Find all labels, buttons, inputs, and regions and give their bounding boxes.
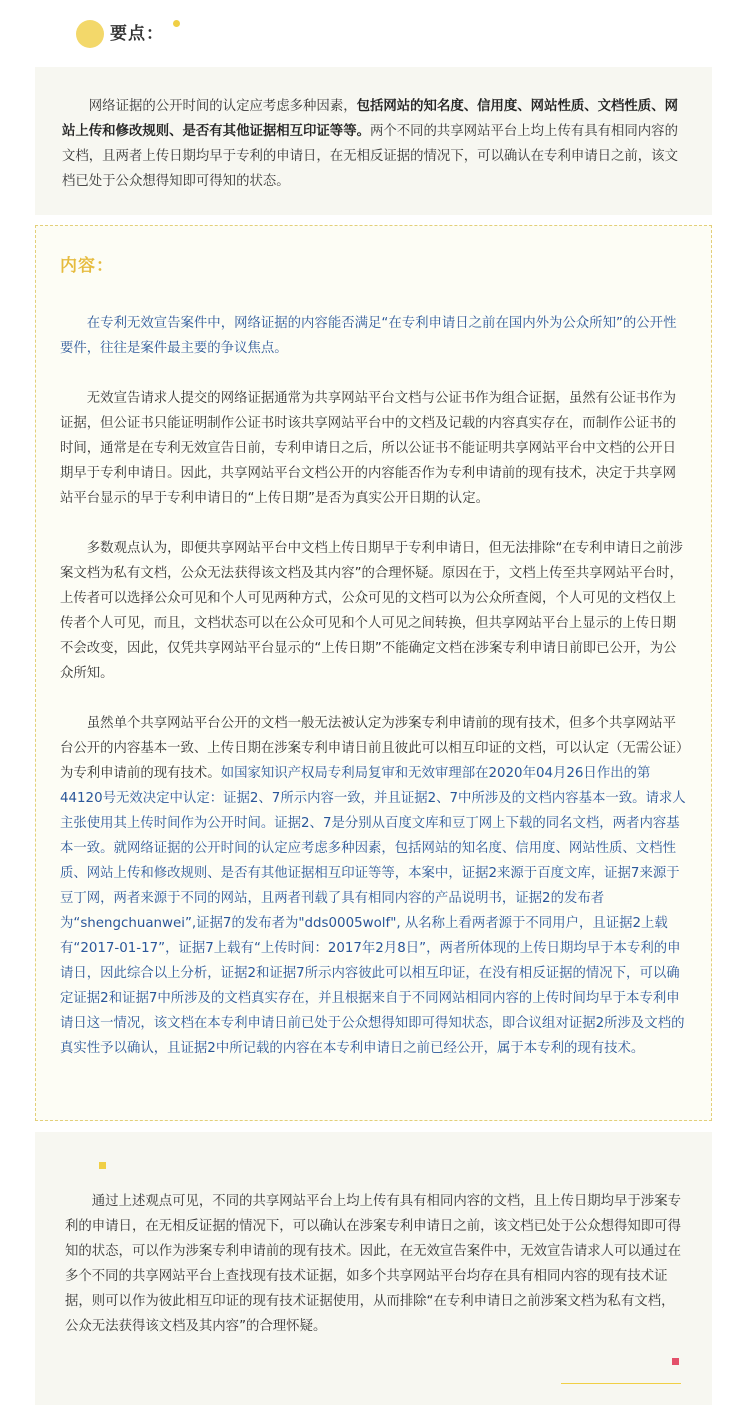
summary-lead: 网络证据的公开时间的认定应考虑多种因素， (88, 99, 357, 114)
conclusion-paragraph: 通过上述观点可见，不同的共享网站平台上均上传有具有相同内容的文档，且上传日期均早于涉案专利的申请日，在无相反证据的情况下，可以确认在涉案专利申请日之前，该文档已处于公众想得知即可得知的状态，可以作为涉案专利申请前的现有技术。因此，在无效宣告案件中，无效宣告请求人可以通过在多个不同的共享网站平台上查找现有技术证据，如多个共享网站平台均存在具有相同内容的现有技术证据，则可以作为彼此相互印证的现有技术证据使用，从而排除“在专利申请日之前涉案文档为私有文档，公众无法获得该文档及其内容”的合理怀疑。 (65, 1194, 681, 1334)
content-paragraph-2: 无效宣告请求人提交的网络证据通常为共享网站平台文档与公证书作为组合证据，虽然有公证书作为证据，但公证书只能证明制作公证书时该共享网站平台中的文档及记载的内容真实存在，而制作公证书的时间，通常是在专利无效宣告日前，专利申请日之后，所以公证书不能证明共享网站平台中文档的公开日期早于专利申请日。因此，共享网站平台文档公开的内容能否作为专利申请前的现有技术，决定于共享网站平台显示的早于专利申请日的“上传日期”是否为真实公开日期的认定。 (60, 391, 676, 506)
decor-circle-large (76, 20, 104, 48)
content-box (35, 225, 712, 1121)
decor-circle-small (173, 20, 180, 27)
section-header (0, 0, 738, 64)
summary-bold: 包括网站的知名度、信用度、网站性质、文档性质、网站上传和修改规则、是否有其他证据相互印证等等。 (62, 99, 678, 139)
conclusion-box (35, 1132, 712, 1405)
content-paragraph-4-black: 虽然单个共享网站平台公开的文档一般无法被认定为涉案专利申请前的现有技术，但多个共享网站平台公开的内容基本一致、上传日期在涉案专利申请日前且彼此可以相互印证的文档，可以认定（无需公证）为专利申请前的现有技术。 (60, 716, 683, 781)
summary-box (35, 67, 712, 215)
summary-rest: 两个不同的共享网站平台上均上传有具有相同内容的文档，且两者上传日期均早于专利的申请日，在无相反证据的情况下，可以确认在专利申请日之前，该文档已处于公众想得知即可得知的状态。 (62, 124, 678, 189)
summary-paragraph (62, 94, 682, 194)
decor-line (561, 1383, 681, 1384)
decor-square-pink (672, 1358, 679, 1365)
header-title: 要点： (110, 24, 164, 44)
content-paragraph-3: 多数观点认为，即便共享网站平台中文档上传日期早于专利申请日，但无法排除“在专利申请日之前涉案文档为私有文档，公众无法获得该文档及其内容”的合理怀疑。原因在于，文档上传至共享网站平台时，上传者可以选择公众可见和个人可见两种方式，公众可见的文档可以为公众所查阅，个人可见的文档仅上传者个人可见，而且，文档状态可以在公众可见和个人可见之间转换，但共享网站平台上显示的上传日期不会改变，因此，仅凭共享网站平台显示的“上传日期”不能确定文档在涉案专利申请日前即已公开，为公众所知。 (60, 541, 683, 681)
content-title: 内容： (60, 256, 114, 276)
content-paragraph-1: 在专利无效宣告案件中，网络证据的内容能否满足“在专利申请日之前在国内外为公众所知”的公开性要件，往往是案件最主要的争议焦点。 (60, 316, 677, 356)
content-paragraph-4 (60, 711, 687, 1061)
content-paragraph-4-blue: 如国家知识产权局专利局复审和无效审理部在2020年04月26日作出的第44120号无效决定中认定：证据2、7所示内容一致，并且证据2、7中所涉及的文档内容基本一致。请求人主张使用其上传时间作为公开时间。证据2、7是分别从百度文库和豆丁网上下载的同名文档，两者内容基本一致。就网络证据的公开时间的认定应考虑多种因素，包括网站的知名度、信用度、网站性质、文档性质、网站上传和修改规则、是否有其他证据相互印证等等，本案中，证据2来源于百度文库，证据7来源于豆丁网，两者来源于不同的网站，且两者刊载了具有相同内容的产品说明书，证据2的发布者为“shengchuanwei”,证据7的发布者为"dds0005wolf", 从名称上看两者源于不同用户，且证据2上载有“2017-01-17”，证据7上载有“上传时间：2017年2月8日”，两者所体现的上传日期均早于本专利的申请日，因此综合以上分析，证据2和证据7所示内容彼此可以相互印证，在没有相反证据的情况下，可以确定证据2和证据7中所涉及的文档真实存在，并且根据来自于不同网站相同内容的上传时间均早于本专利申请日这一情况，该文档在本专利申请日前已处于公众想得知即可得知状态，即合议组对证据2所涉及文档的真实性予以确认，且证据2中所记载的内容在本专利申请日之前已经公开，属于本专利的现有技术。 (60, 766, 686, 1056)
decor-square-yellow (99, 1162, 106, 1169)
